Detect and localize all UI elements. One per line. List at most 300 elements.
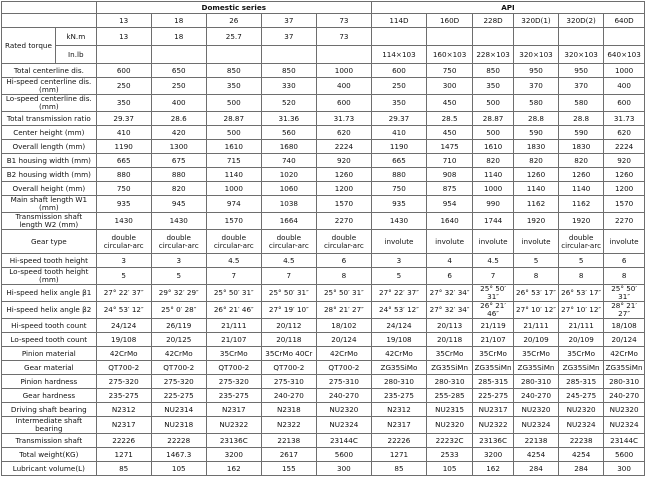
api-series-header: API xyxy=(371,2,644,14)
spec-value-cell: 162 xyxy=(473,462,514,476)
spec-value-cell: 2224 xyxy=(316,140,371,154)
spec-value-cell: 820 xyxy=(559,154,604,168)
spec-value-cell: 1430 xyxy=(371,213,426,230)
spec-value-cell: 28.5 xyxy=(426,112,472,126)
spec-row xyxy=(2,285,645,302)
spec-value-cell: 20/124 xyxy=(604,333,645,347)
spec-value-cell: 350 xyxy=(96,95,151,112)
spec-row xyxy=(2,95,645,112)
spec-value-cell: 1260 xyxy=(513,168,558,182)
rated-torque-knm-row xyxy=(2,28,645,46)
spec-value-cell: NU2322 xyxy=(206,417,261,434)
spec-value-cell: 1162 xyxy=(559,196,604,213)
spec-value-cell: 580 xyxy=(513,95,558,112)
spec-value-cell: 950 xyxy=(559,64,604,78)
spec-row-label: Hi-speed tooth height xyxy=(2,254,97,268)
spec-value-cell: 820 xyxy=(513,154,558,168)
torque-knm-value xyxy=(559,28,604,46)
spec-value-cell: 245-275 xyxy=(559,389,604,403)
spec-value-cell: 20/118 xyxy=(426,333,472,347)
spec-value-cell: 275-310 xyxy=(261,375,316,389)
spec-value-cell: N2312 xyxy=(371,403,426,417)
spec-value-cell: 250 xyxy=(371,78,426,95)
spec-value-cell: 590 xyxy=(559,126,604,140)
spec-value-cell: involute xyxy=(513,230,558,254)
torque-knm-value xyxy=(604,28,645,46)
spec-value-cell: 29.37 xyxy=(371,112,426,126)
spec-value-cell: 240-270 xyxy=(513,389,558,403)
spec-value-cell: 25° 50′ 31″ xyxy=(316,285,371,302)
spec-value-cell: 21/111 xyxy=(206,319,261,333)
spec-value-cell: 27° 32′ 34″ xyxy=(426,302,472,319)
torque-inlb-value: 320×103 xyxy=(559,46,604,64)
spec-value-cell: 4.5 xyxy=(206,254,261,268)
spec-value-cell: 22226 xyxy=(96,434,151,448)
spec-value-cell: 1060 xyxy=(261,182,316,196)
spec-value-cell: 22228 xyxy=(151,434,206,448)
spec-value-cell: 22138 xyxy=(513,434,558,448)
spec-value-cell: 1430 xyxy=(96,213,151,230)
spec-row xyxy=(2,268,645,285)
spec-value-cell: 1140 xyxy=(473,168,514,182)
spec-value-cell: 4254 xyxy=(559,448,604,462)
spec-value-cell: 8 xyxy=(604,268,645,285)
spec-value-cell: 1038 xyxy=(261,196,316,213)
spec-value-cell: 1570 xyxy=(604,196,645,213)
spec-row-label: Total transmission ratio xyxy=(2,112,97,126)
spec-value-cell: 20/125 xyxy=(151,333,206,347)
spec-value-cell: 20/109 xyxy=(559,333,604,347)
spec-value-cell: 1271 xyxy=(371,448,426,462)
spec-value-cell: 2617 xyxy=(261,448,316,462)
spec-row xyxy=(2,154,645,168)
spec-value-cell: 1830 xyxy=(559,140,604,154)
model-header-9: 320D(2) xyxy=(559,14,604,28)
spec-row-label: Main shaft length W1 (mm) xyxy=(2,196,97,213)
spec-value-cell: 23144C xyxy=(316,434,371,448)
spec-value-cell: 1000 xyxy=(316,64,371,78)
spec-row-label: Transmission shaft length W2 (mm) xyxy=(2,213,97,230)
spec-value-cell: 665 xyxy=(371,154,426,168)
spec-value-cell: NU2320 xyxy=(604,403,645,417)
spec-value-cell: 850 xyxy=(261,64,316,78)
spec-value-cell: 8 xyxy=(513,268,558,285)
spec-row xyxy=(2,403,645,417)
spec-value-cell: 5 xyxy=(96,268,151,285)
spec-value-cell: 85 xyxy=(371,462,426,476)
spec-value-cell: 42CrMo xyxy=(371,347,426,361)
spec-row-label: Intermediate shaft bearing xyxy=(2,417,97,434)
spec-value-cell: 42CrMo xyxy=(151,347,206,361)
model-header-8: 320D(1) xyxy=(513,14,558,28)
spec-value-cell: 1640 xyxy=(426,213,472,230)
spec-value-cell: 740 xyxy=(261,154,316,168)
spec-value-cell: QT700-2 xyxy=(151,361,206,375)
spec-value-cell: 875 xyxy=(426,182,472,196)
model-header-6: 160D xyxy=(426,14,472,28)
spec-value-cell: 28.6 xyxy=(151,112,206,126)
spec-row xyxy=(2,78,645,95)
spec-value-cell: 4.5 xyxy=(261,254,316,268)
torque-unit-inlb: In.lb xyxy=(55,46,96,64)
spec-value-cell: 520 xyxy=(261,95,316,112)
spec-value-cell: 1610 xyxy=(473,140,514,154)
spec-value-cell: 18/102 xyxy=(316,319,371,333)
torque-knm-value: 37 xyxy=(261,28,316,46)
spec-row-label: Hi-speed tooth count xyxy=(2,319,97,333)
spec-value-cell: 22138 xyxy=(261,434,316,448)
spec-row-label: Lo-speed tooth count xyxy=(2,333,97,347)
spec-value-cell: 920 xyxy=(316,154,371,168)
spec-value-cell: 600 xyxy=(604,95,645,112)
spec-value-cell: 560 xyxy=(261,126,316,140)
spec-value-cell: 5 xyxy=(559,254,604,268)
spec-value-cell: 3 xyxy=(96,254,151,268)
spec-value-cell: 25° 0′ 28″ xyxy=(151,302,206,319)
spec-value-cell: 580 xyxy=(559,95,604,112)
spec-value-cell: 950 xyxy=(513,64,558,78)
spec-value-cell: 1430 xyxy=(151,213,206,230)
spec-value-cell: 29.37 xyxy=(96,112,151,126)
spec-value-cell: 29° 32′ 29″ xyxy=(151,285,206,302)
spec-value-cell: 24/124 xyxy=(371,319,426,333)
spec-value-cell: 715 xyxy=(206,154,261,168)
spec-row-label: Center height (mm) xyxy=(2,126,97,140)
torque-inlb-value: 640×103 xyxy=(604,46,645,64)
spec-value-cell: 920 xyxy=(604,154,645,168)
spec-value-cell: 235-275 xyxy=(206,389,261,403)
spec-value-cell: 26° 53′ 17″ xyxy=(559,285,604,302)
spec-value-cell: 330 xyxy=(261,78,316,95)
model-header-5: 114D xyxy=(371,14,426,28)
spec-value-cell: 650 xyxy=(151,64,206,78)
spec-value-cell: 240-270 xyxy=(604,389,645,403)
spec-value-cell: 85 xyxy=(96,462,151,476)
torque-inlb-value xyxy=(151,46,206,64)
spec-value-cell: 28.8 xyxy=(513,112,558,126)
spec-value-cell: 25° 50′ 31″ xyxy=(473,285,514,302)
spec-value-cell: 1190 xyxy=(96,140,151,154)
spec-row xyxy=(2,375,645,389)
spec-row xyxy=(2,126,645,140)
spec-value-cell: 20/124 xyxy=(316,333,371,347)
spec-value-cell: ZG35SiMn xyxy=(604,361,645,375)
spec-value-cell: 1140 xyxy=(206,168,261,182)
spec-value-cell: 1744 xyxy=(473,213,514,230)
rated-torque-inlb-row xyxy=(2,46,645,64)
spec-value-cell: 42CrMo xyxy=(604,347,645,361)
spec-value-cell: 350 xyxy=(206,78,261,95)
spec-value-cell: involute xyxy=(371,230,426,254)
torque-knm-value: 13 xyxy=(96,28,151,46)
spec-value-cell: 620 xyxy=(604,126,645,140)
spec-row-label: Hi-speed helix angle β1 xyxy=(2,285,97,302)
spec-value-cell: 31.36 xyxy=(261,112,316,126)
spec-value-cell: 6 xyxy=(426,268,472,285)
spec-row xyxy=(2,361,645,375)
spec-value-cell: NU2320 xyxy=(559,403,604,417)
spec-value-cell: 500 xyxy=(473,126,514,140)
spec-value-cell: 28° 21′ 27″ xyxy=(604,302,645,319)
spec-value-cell: 600 xyxy=(371,64,426,78)
spec-value-cell: 1020 xyxy=(261,168,316,182)
model-header-3: 37 xyxy=(261,14,316,28)
spec-value-cell: 1664 xyxy=(261,213,316,230)
spec-value-cell: 42CrMo xyxy=(316,347,371,361)
spec-row-label: Transmission shaft xyxy=(2,434,97,448)
spec-value-cell: double circular-arc xyxy=(559,230,604,254)
spec-value-cell: 908 xyxy=(426,168,472,182)
spec-value-cell: 24° 53′ 12″ xyxy=(371,302,426,319)
spec-value-cell: 3 xyxy=(371,254,426,268)
spec-value-cell: 5600 xyxy=(604,448,645,462)
spec-value-cell: NU2324 xyxy=(513,417,558,434)
header-corner-cell xyxy=(2,2,97,14)
spec-value-cell: 21/111 xyxy=(513,319,558,333)
spec-value-cell: 225-275 xyxy=(151,389,206,403)
model-header-4: 73 xyxy=(316,14,371,28)
spec-value-cell: 284 xyxy=(513,462,558,476)
spec-row xyxy=(2,64,645,78)
spec-value-cell: 935 xyxy=(96,196,151,213)
spec-value-cell: 35CrMo xyxy=(473,347,514,361)
spec-value-cell: 155 xyxy=(261,462,316,476)
spec-value-cell: N2312 xyxy=(96,403,151,417)
spec-value-cell: 28° 21′ 27″ xyxy=(316,302,371,319)
torque-inlb-value xyxy=(316,46,371,64)
spec-value-cell: 225-275 xyxy=(473,389,514,403)
spec-row xyxy=(2,112,645,126)
spec-value-cell: NU2320 xyxy=(316,403,371,417)
spec-value-cell: 31.73 xyxy=(316,112,371,126)
spec-value-cell: 2533 xyxy=(426,448,472,462)
torque-knm-value xyxy=(513,28,558,46)
model-header-0: 13 xyxy=(96,14,151,28)
spec-value-cell: 2270 xyxy=(316,213,371,230)
spec-value-cell: 26° 21′ 46″ xyxy=(206,302,261,319)
spec-value-cell: 3200 xyxy=(206,448,261,462)
spec-row-label: Lo-speed centerline dis. (mm) xyxy=(2,95,97,112)
spec-value-cell: 410 xyxy=(96,126,151,140)
spec-value-cell: 400 xyxy=(316,78,371,95)
spec-value-cell: 28.8 xyxy=(559,112,604,126)
spec-value-cell: 19/108 xyxy=(371,333,426,347)
spec-row xyxy=(2,462,645,476)
spec-value-cell: 620 xyxy=(316,126,371,140)
spec-value-cell: 1570 xyxy=(206,213,261,230)
spec-value-cell: ZG35SiMn xyxy=(473,361,514,375)
spec-value-cell: 35CrMo xyxy=(559,347,604,361)
spec-value-cell: 4.5 xyxy=(473,254,514,268)
spec-value-cell: 1830 xyxy=(513,140,558,154)
spec-value-cell: 5 xyxy=(151,268,206,285)
spec-value-cell: 4254 xyxy=(513,448,558,462)
spec-value-cell: 26/119 xyxy=(151,319,206,333)
spec-value-cell: 250 xyxy=(96,78,151,95)
spec-value-cell: 27° 22′ 37″ xyxy=(96,285,151,302)
spec-value-cell: NU2324 xyxy=(604,417,645,434)
spec-value-cell: 300 xyxy=(604,462,645,476)
spec-value-cell: 600 xyxy=(316,95,371,112)
spec-value-cell: 23136C xyxy=(473,434,514,448)
torque-inlb-value xyxy=(206,46,261,64)
spec-row-label: B1 housing width (mm) xyxy=(2,154,97,168)
spec-value-cell: 35CrMo xyxy=(206,347,261,361)
spec-row xyxy=(2,213,645,230)
spec-value-cell: 240-270 xyxy=(316,389,371,403)
spec-value-cell: QT700-2 xyxy=(96,361,151,375)
spec-row xyxy=(2,434,645,448)
spec-value-cell: 285-315 xyxy=(473,375,514,389)
spec-value-cell: 18/108 xyxy=(604,319,645,333)
torque-knm-value: 73 xyxy=(316,28,371,46)
spec-row-label: Total weight(KG) xyxy=(2,448,97,462)
model-header-7: 228D xyxy=(473,14,514,28)
spec-value-cell: 710 xyxy=(426,154,472,168)
spec-value-cell: 880 xyxy=(151,168,206,182)
torque-inlb-value xyxy=(261,46,316,64)
spec-value-cell: 6 xyxy=(316,254,371,268)
torque-knm-value xyxy=(473,28,514,46)
spec-row-label: Gear material xyxy=(2,361,97,375)
spec-value-cell: N2322 xyxy=(261,417,316,434)
spec-value-cell: 26° 53′ 17″ xyxy=(513,285,558,302)
spec-value-cell: 275-310 xyxy=(316,375,371,389)
spec-value-cell: 6 xyxy=(604,254,645,268)
spec-value-cell: 1000 xyxy=(206,182,261,196)
spec-row-label: Overall height (mm) xyxy=(2,182,97,196)
spec-value-cell: 1190 xyxy=(371,140,426,154)
spec-value-cell: 590 xyxy=(513,126,558,140)
spec-value-cell: 22238 xyxy=(559,434,604,448)
spec-value-cell: 1000 xyxy=(604,64,645,78)
spec-value-cell: 250 xyxy=(151,78,206,95)
spec-value-cell: 42CrMo xyxy=(96,347,151,361)
spec-value-cell: 750 xyxy=(371,182,426,196)
spec-value-cell: NU2324 xyxy=(559,417,604,434)
spec-value-cell: 235-275 xyxy=(371,389,426,403)
torque-inlb-value: 114×103 xyxy=(371,46,426,64)
spec-value-cell: 8 xyxy=(316,268,371,285)
spec-value-cell: 1467.3 xyxy=(151,448,206,462)
spec-row-label: Overall length (mm) xyxy=(2,140,97,154)
spec-value-cell: 5 xyxy=(513,254,558,268)
spec-value-cell: 1000 xyxy=(473,182,514,196)
spec-value-cell: 26° 21′ 46″ xyxy=(473,302,514,319)
spec-row xyxy=(2,302,645,319)
spec-value-cell: ZG35SiMn xyxy=(426,361,472,375)
spec-value-cell: 275-320 xyxy=(206,375,261,389)
spec-value-cell: NU2314 xyxy=(151,403,206,417)
spec-value-cell: 880 xyxy=(96,168,151,182)
series-header-row xyxy=(2,2,645,14)
spec-value-cell: 35CrMo xyxy=(426,347,472,361)
spec-value-cell: NU2322 xyxy=(473,417,514,434)
spec-value-cell: double circular-arc xyxy=(206,230,261,254)
spec-value-cell: 1140 xyxy=(559,182,604,196)
spec-value-cell: ZG35SiMn xyxy=(513,361,558,375)
spec-value-cell: 105 xyxy=(151,462,206,476)
spec-value-cell: 675 xyxy=(151,154,206,168)
spec-value-cell: 750 xyxy=(96,182,151,196)
torque-knm-value xyxy=(371,28,426,46)
spec-value-cell: 280-310 xyxy=(426,375,472,389)
torque-unit-knm: kN.m xyxy=(55,28,96,46)
spec-value-cell: 935 xyxy=(371,196,426,213)
spec-row-label: Gear type xyxy=(2,230,97,254)
spec-value-cell: 350 xyxy=(371,95,426,112)
spec-value-cell: 665 xyxy=(96,154,151,168)
spec-value-cell: 280-310 xyxy=(513,375,558,389)
spec-value-cell: 880 xyxy=(371,168,426,182)
spec-row xyxy=(2,347,645,361)
spec-value-cell: 7 xyxy=(473,268,514,285)
spec-value-cell: 420 xyxy=(151,126,206,140)
spec-value-cell: 21/119 xyxy=(473,319,514,333)
spec-value-cell: 1475 xyxy=(426,140,472,154)
spec-value-cell: 23144C xyxy=(604,434,645,448)
spec-value-cell: 19/108 xyxy=(96,333,151,347)
spec-value-cell: 20/113 xyxy=(426,319,472,333)
spec-value-cell: 4 xyxy=(426,254,472,268)
spec-row-label: Pinion hardness xyxy=(2,375,97,389)
spec-value-cell: 27° 19′ 10″ xyxy=(261,302,316,319)
specification-table xyxy=(1,1,645,476)
model-header-2: 26 xyxy=(206,14,261,28)
spec-value-cell: 945 xyxy=(151,196,206,213)
spec-value-cell: 1920 xyxy=(559,213,604,230)
spec-value-cell: ZG35SiMn xyxy=(559,361,604,375)
spec-value-cell: 280-310 xyxy=(371,375,426,389)
spec-value-cell: 27° 22′ 37″ xyxy=(371,285,426,302)
spec-row-label: Lo-speed tooth height (mm) xyxy=(2,268,97,285)
spec-value-cell: ZG35SiMo xyxy=(371,361,426,375)
spec-value-cell: 20/112 xyxy=(261,319,316,333)
spec-row xyxy=(2,417,645,434)
spec-value-cell: 20/109 xyxy=(513,333,558,347)
spec-value-cell: 1271 xyxy=(96,448,151,462)
spec-value-cell: 7 xyxy=(206,268,261,285)
spec-row xyxy=(2,230,645,254)
spec-value-cell: involute xyxy=(473,230,514,254)
spec-value-cell: 400 xyxy=(151,95,206,112)
spec-row xyxy=(2,448,645,462)
spec-value-cell: QT700-2 xyxy=(206,361,261,375)
spec-value-cell: 350 xyxy=(473,78,514,95)
spec-value-cell: 450 xyxy=(426,126,472,140)
spec-value-cell: double circular-arc xyxy=(96,230,151,254)
spec-value-cell: 35CrMo 40Cr xyxy=(261,347,316,361)
spec-row-label: Hi-speed centerline dis. (mm) xyxy=(2,78,97,95)
spec-row xyxy=(2,140,645,154)
spec-value-cell: NU2317 xyxy=(473,403,514,417)
spec-value-cell: 5 xyxy=(371,268,426,285)
spec-value-cell: double circular-arc xyxy=(261,230,316,254)
spec-value-cell: 22232C xyxy=(426,434,472,448)
spec-row-label: Pinion material xyxy=(2,347,97,361)
spec-value-cell: 370 xyxy=(513,78,558,95)
spec-value-cell: 1920 xyxy=(513,213,558,230)
spec-value-cell: 35CrMo xyxy=(513,347,558,361)
spec-value-cell: 5600 xyxy=(316,448,371,462)
spec-value-cell: 1260 xyxy=(316,168,371,182)
spec-value-cell: 410 xyxy=(371,126,426,140)
spec-value-cell: 3200 xyxy=(473,448,514,462)
spec-value-cell: 1140 xyxy=(513,182,558,196)
spec-value-cell: 7 xyxy=(261,268,316,285)
spec-value-cell: 1260 xyxy=(604,168,645,182)
spec-value-cell: QT700-2 xyxy=(316,361,371,375)
